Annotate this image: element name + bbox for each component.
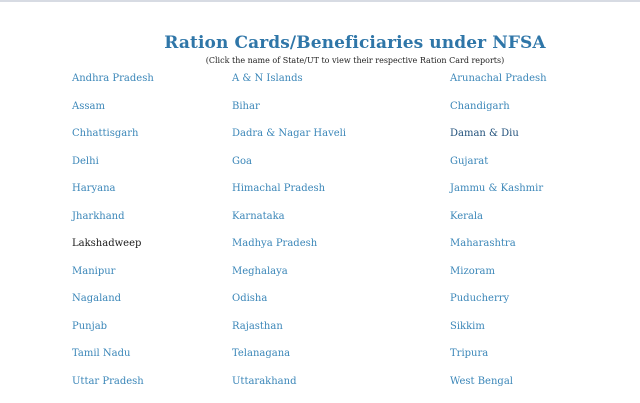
- page-subtitle: (Click the name of State/UT to view their respective Ration Card reports): [205, 56, 505, 65]
- state-link-tripura[interactable]: Tripura: [450, 348, 489, 359]
- state-link-haryana[interactable]: Haryana: [72, 183, 116, 194]
- state-link-sikkim[interactable]: Sikkim: [450, 320, 485, 332]
- state-link-uttar-pradesh[interactable]: Uttar Pradesh: [72, 375, 144, 387]
- state-link-daman-diu[interactable]: Daman & Diu: [450, 128, 519, 139]
- state-row: [0, 373, 640, 401]
- state-link-a-n-islands[interactable]: A & N Islands: [232, 73, 303, 84]
- state-link-andhra-pradesh[interactable]: Andhra Pradesh: [72, 73, 154, 84]
- state-link-mizoram[interactable]: Mizoram: [450, 265, 495, 277]
- state-row: [0, 153, 640, 181]
- state-row: [0, 125, 640, 153]
- state-link-rajasthan[interactable]: Rajasthan: [232, 320, 283, 332]
- state-link-maharashtra[interactable]: Maharashtra: [450, 238, 516, 249]
- state-link-madhya-pradesh[interactable]: Madhya Pradesh: [232, 238, 318, 249]
- state-link-bihar[interactable]: Bihar: [232, 100, 260, 112]
- state-link-odisha[interactable]: Odisha: [232, 293, 268, 304]
- state-row: [0, 345, 640, 373]
- state-row: [0, 318, 640, 346]
- state-link-assam[interactable]: Assam: [72, 100, 105, 112]
- state-link-tamil-nadu[interactable]: Tamil Nadu: [72, 348, 131, 359]
- state-link-telanagana[interactable]: Telanagana: [232, 348, 291, 359]
- state-row: [0, 98, 640, 126]
- state-link-meghalaya[interactable]: Meghalaya: [232, 265, 288, 277]
- state-link-dadra-nagar-haveli[interactable]: Dadra & Nagar Haveli: [232, 128, 347, 139]
- state-link-jharkhand[interactable]: Jharkhand: [72, 210, 125, 222]
- state-row: [0, 180, 640, 208]
- state-link-goa[interactable]: Goa: [232, 155, 252, 167]
- state-link-jammu-kashmir[interactable]: Jammu & Kashmir: [450, 183, 544, 194]
- state-links-grid: [0, 70, 640, 400]
- state-link-himachal-pradesh[interactable]: Himachal Pradesh: [232, 183, 326, 194]
- state-link-puducherry[interactable]: Puducherry: [450, 293, 510, 304]
- page-title: Ration Cards/Beneficiaries under NFSA: [164, 33, 546, 53]
- state-row: [0, 290, 640, 318]
- state-link-kerala[interactable]: Kerala: [450, 210, 484, 222]
- state-link-west-bengal[interactable]: West Bengal: [450, 375, 513, 387]
- state-link-gujarat[interactable]: Gujarat: [450, 155, 489, 167]
- state-link-delhi[interactable]: Delhi: [72, 155, 99, 167]
- state-link-manipur[interactable]: Manipur: [72, 265, 116, 277]
- state-link-chandigarh[interactable]: Chandigarh: [450, 100, 510, 112]
- state-link-karnataka[interactable]: Karnataka: [232, 210, 285, 222]
- state-row: [0, 235, 640, 263]
- state-row: [0, 263, 640, 291]
- state-link-lakshadweep[interactable]: Lakshadweep: [72, 238, 142, 249]
- state-link-arunachal-pradesh[interactable]: Arunachal Pradesh: [450, 73, 547, 84]
- top-border: [0, 0, 640, 2]
- state-link-chhattisgarh[interactable]: Chhattisgarh: [72, 128, 139, 139]
- state-row: [0, 208, 640, 236]
- state-row: [0, 70, 640, 98]
- state-link-nagaland[interactable]: Nagaland: [72, 293, 122, 304]
- state-link-uttarakhand[interactable]: Uttarakhand: [232, 375, 297, 387]
- state-link-punjab[interactable]: Punjab: [72, 320, 108, 332]
